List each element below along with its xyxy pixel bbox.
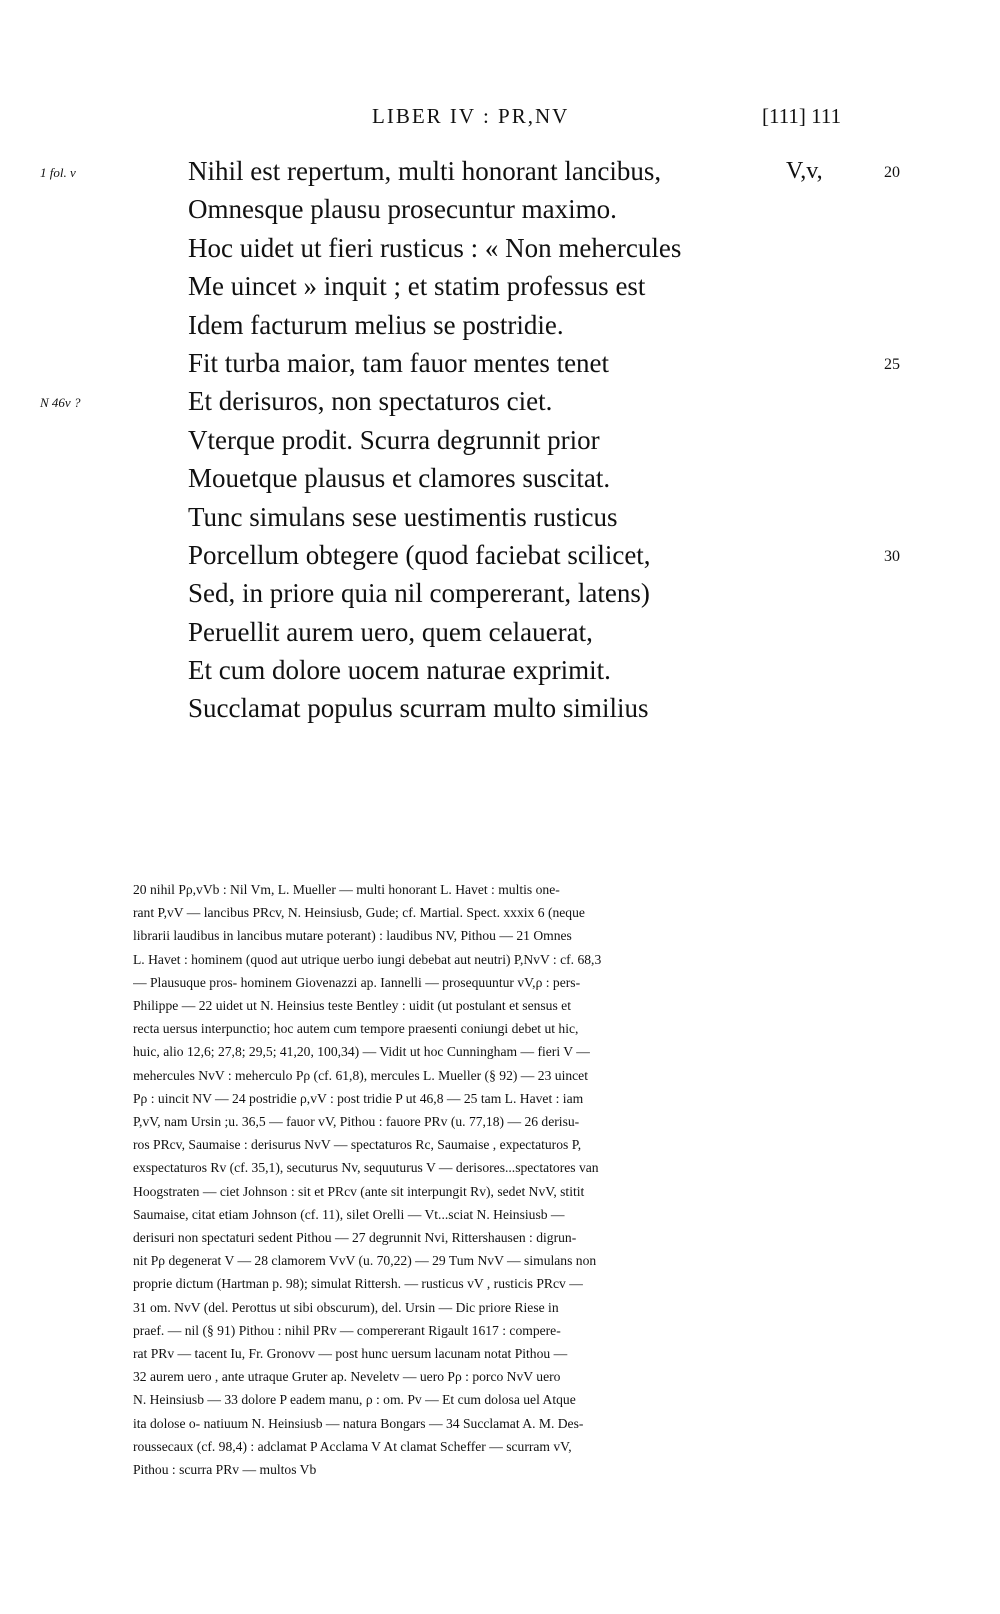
- verse-text: Me uincet » inquit ; et statim professus est: [188, 271, 646, 302]
- margin-note: N 46v ?: [40, 395, 81, 411]
- verse-text: Porcellum obtegere (quod faciebat scilicet,: [188, 539, 651, 570]
- apparatus-line: rat PRv — tacent Iu, Fr. Gronovv — post hunc uersum lacunam notat Pithou —: [133, 1346, 568, 1362]
- verse-text: Et derisuros, non spectaturos ciet.: [188, 386, 553, 417]
- verse-line: [0, 651, 1000, 689]
- apparatus-line: Saumaise, citat etiam Johnson (cf. 11), silet Orelli — Vt...sciat N. Heinsiusb —: [133, 1206, 565, 1222]
- verse-line: [0, 689, 1000, 727]
- line-number: 20: [884, 164, 900, 181]
- verse-line: [0, 152, 1000, 190]
- apparatus-line: proprie dictum (Hartman p. 98); simulat Rittersh. — rusticus vV , rusticis PRcv —: [133, 1276, 583, 1292]
- verse-text: Omnesque plausu prosecuntur maximo.: [188, 194, 617, 225]
- page-number: [111] 111: [762, 104, 842, 128]
- verse-text: Succlamat populus scurram multo similius: [188, 693, 649, 724]
- verse-text: Vterque prodit. Scurra degrunnit prior: [188, 424, 600, 455]
- line-number: 30: [884, 547, 900, 565]
- verse-line: [0, 382, 1000, 420]
- verse-line: [0, 498, 1000, 536]
- verse-line: [0, 306, 1000, 344]
- verse-text: Sed, in priore quia nil compererant, latens): [188, 578, 650, 609]
- apparatus-line: ros PRcv, Saumaise : derisurus NvV — spectaturos Rc, Saumaise , expectaturos P,: [133, 1137, 582, 1153]
- apparatus-line: L. Havet : hominem (quod aut utrique uerbo iungi debebat aut neutri) P,NvV : cf. 68,3: [133, 951, 602, 967]
- apparatus-line: nit Pρ degenerat V — 28 clamorem VvV (u. 70,22) — 29 Tum NvV — simulans non: [133, 1253, 597, 1269]
- apparatus-line: 20 nihil Pρ,vVb : Nil Vm, L. Mueller — multi honorant L. Havet : multis one-: [133, 882, 560, 897]
- verse-text: Mouetque plausus et clamores suscitat.: [188, 463, 611, 494]
- verse-line: [0, 190, 1000, 228]
- line-number: 25: [884, 355, 900, 373]
- verse-text: Et cum dolore uocem naturae exprimit.: [188, 655, 611, 686]
- apparatus-line: 31 om. NvV (del. Perottus ut sibi obscurum), del. Ursin — Dic priore Riese in: [133, 1299, 559, 1315]
- verse-text: Hoc uidet ut fieri rusticus : « Non mehercules: [188, 232, 682, 263]
- apparatus-line: 32 aurem uero , ante utraque Gruter ap. Neveletv — uero Pρ : porco NvV uero: [133, 1369, 561, 1385]
- apparatus-line: exspectaturos Rv (cf. 35,1), secuturus Nv, sequuturus V — derisores...spectatores van: [133, 1160, 599, 1176]
- verse-line: [0, 344, 1000, 382]
- apparatus-line: — Plausuque pros- hominem Giovenazzi ap. Iannelli — prosequuntur vV,ρ : pers-: [133, 974, 581, 990]
- apparatus-line: Philippe — 22 uidet ut N. Heinsius teste Bentley : uidit (ut postulant et sensus et: [133, 998, 571, 1014]
- verse-line: [0, 229, 1000, 267]
- verse-text-block: [0, 152, 1000, 728]
- verse-line: [0, 536, 1000, 574]
- apparatus-line: roussecaux (cf. 98,4) : adclamat P Acclama V At clamat Scheffer — scurram vV,: [133, 1438, 572, 1454]
- verse-line: [0, 459, 1000, 497]
- verse-text: Peruellit aurem uero, quem celauerat,: [188, 616, 593, 647]
- apparatus-line: Hoogstraten — ciet Johnson : sit et PRcv (ante sit interpungit Rv), sedet NvV, stitit: [133, 1183, 585, 1199]
- apparatus-line: derisuri non spectaturi sedent Pithou — 27 degrunnit Nvi, Rittershausen : digrun-: [133, 1230, 577, 1246]
- verse-line: [0, 613, 1000, 651]
- apparatus-line: Pρ : uincit NV — 24 postridie ρ,vV : post tridie P ut 46,8 — 25 tam L. Havet : iam: [133, 1090, 584, 1106]
- apparatus-line: mehercules NvV : meherculo Pρ (cf. 61,8), mercules L. Mueller (§ 92) — 23 uincet: [133, 1067, 588, 1083]
- apparatus-line: huic, alio 12,6; 27,8; 29,5; 41,20, 100,34) — Vidit ut hoc Cunningham — fieri V —: [133, 1044, 590, 1060]
- source-siglum: V,v,: [786, 158, 823, 184]
- apparatus-line: ita dolose o- natiuum N. Heinsiusb — natura Bongars — 34 Succlamat A. M. Des-: [133, 1415, 584, 1431]
- critical-apparatus: [133, 878, 901, 1481]
- verse-line: [0, 421, 1000, 459]
- apparatus-line: rant P,vV — lancibus PRcv, N. Heinsiusb, Gude; cf. Martial. Spect. xxxix 6 (neque: [133, 905, 585, 921]
- apparatus-line: Pithou : scurra PRv — multos Vb: [133, 1462, 317, 1478]
- apparatus-line: N. Heinsiusb — 33 dolore P eadem manu, ρ : om. Pv — Et cum dolosa uel Atque: [133, 1392, 576, 1408]
- running-head-title: LIBER IV : PR,NV: [372, 104, 570, 128]
- verse-text: Fit turba maior, tam fauor mentes tenet: [188, 347, 610, 378]
- apparatus-line: recta uersus interpunctio; hoc autem cum tempore praesenti coniungi debet ut hic,: [133, 1021, 579, 1037]
- verse-line: [0, 267, 1000, 305]
- apparatus-line: P,vV, nam Ursin ;u. 36,5 — fauor vV, Pithou : fauore PRv (u. 77,18) — 26 derisu-: [133, 1114, 580, 1130]
- apparatus-line: praef. — nil (§ 91) Pithou : nihil PRv — compererant Rigault 1617 : compere-: [133, 1322, 561, 1338]
- verse-text: Nihil est repertum, multi honorant lancibus,: [188, 156, 662, 186]
- margin-note: 1 fol. v: [40, 165, 76, 180]
- verse-text: Tunc simulans sese uestimentis rusticus: [188, 501, 618, 532]
- verse-line: [0, 574, 1000, 612]
- verse-text: Idem facturum melius se postridie.: [188, 309, 564, 340]
- apparatus-line: librarii laudibus in lancibus mutare poterant) : laudibus NV, Pithou — 21 Omnes: [133, 928, 572, 944]
